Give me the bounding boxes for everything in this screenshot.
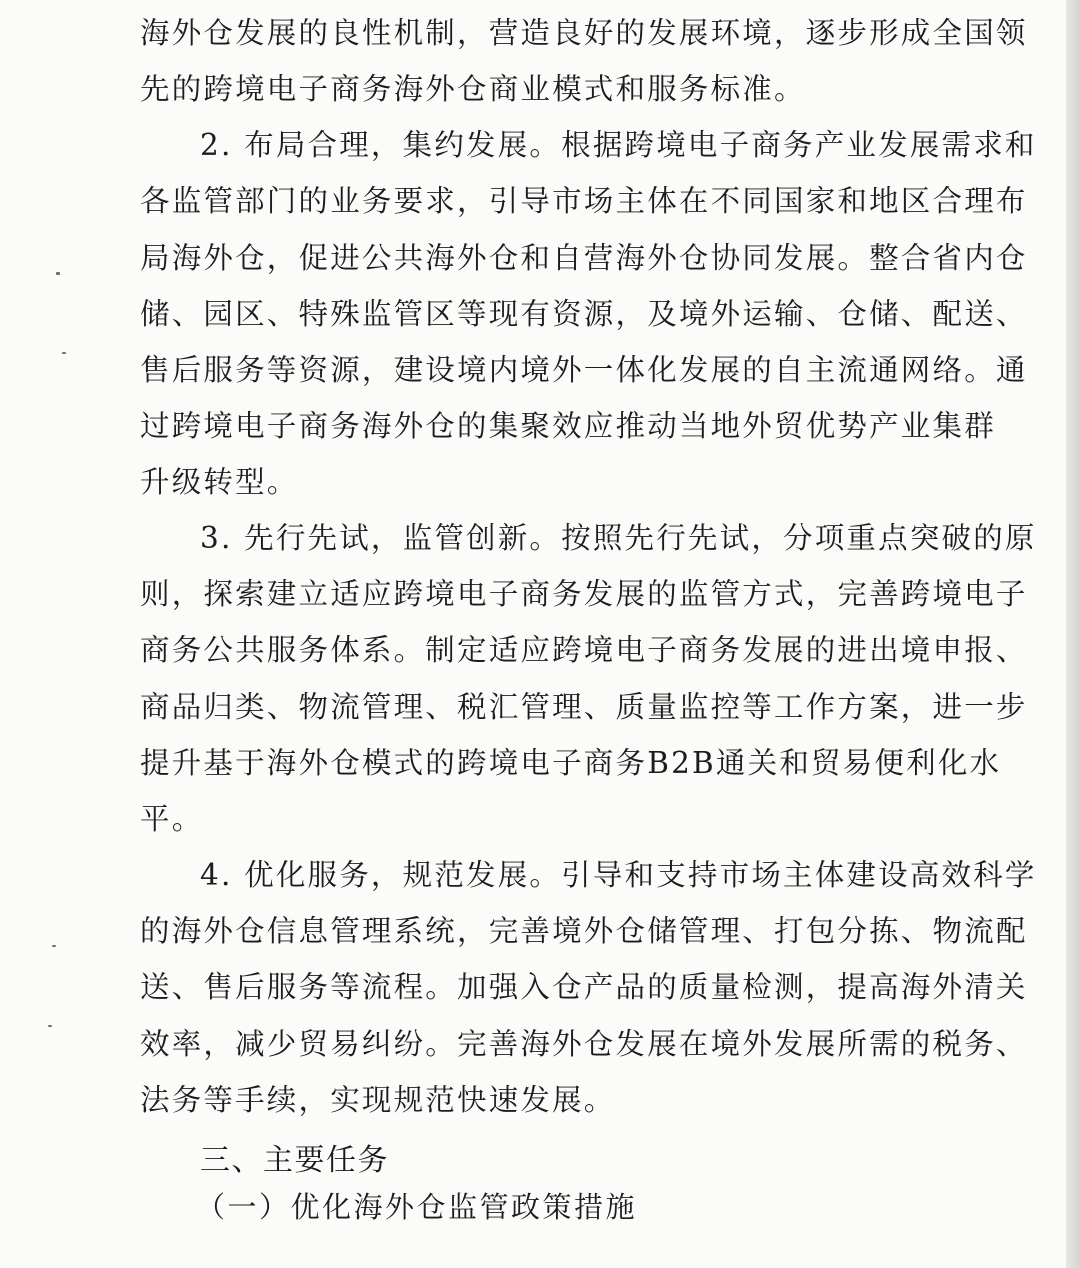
text-line: 商务公共服务体系。制定适应跨境电子商务发展的进出境申报、: [140, 633, 1028, 667]
subsection-heading: （一）优化海外仓监管政策措施: [196, 1190, 638, 1224]
text-line: 提升基于海外仓模式的跨境电子商务B2B通关和贸易便利化水: [140, 746, 1002, 780]
scan-speck: [48, 1025, 52, 1027]
section-heading: 三、主要任务: [200, 1143, 389, 1178]
paragraph-3-line: 3. 先行先试，监管创新。按照先行先试，分项重点突破的原: [200, 521, 1037, 555]
text-line: 过跨境电子商务海外仓的集聚效应推动当地外贸优势产业集群: [140, 409, 996, 443]
text-line: 平。: [140, 802, 204, 836]
text-line: 局海外仓，促进公共海外仓和自营海外仓协同发展。整合省内仓: [140, 241, 1028, 275]
scan-speck: [52, 945, 56, 947]
paragraph-2-line: 2. 布局合理，集约发展。根据跨境电子商务产业发展需求和: [200, 128, 1037, 162]
paragraph-4-line: 4. 优化服务，规范发展。引导和支持市场主体建设高效科学: [200, 858, 1037, 892]
page-edge-shadow: [1066, 0, 1080, 1268]
text-line: 储、园区、特殊监管区等现有资源，及境外运输、仓储、配送、: [140, 297, 1028, 331]
text-line: 升级转型。: [140, 465, 299, 499]
text-line: 的海外仓信息管理系统，完善境外仓储管理、打包分拣、物流配: [140, 914, 1028, 948]
text-line: 售后服务等资源，建设境内境外一体化发展的自主流通网络。通: [140, 353, 1028, 387]
text-line: 商品归类、物流管理、税汇管理、质量监控等工作方案，进一步: [140, 690, 1028, 724]
text-line: 法务等手续，实现规范快速发展。: [140, 1083, 616, 1117]
text-line: 各监管部门的业务要求，引导市场主体在不同国家和地区合理布: [140, 184, 1028, 218]
text-line: 效率，减少贸易纠纷。完善海外仓发展在境外发展所需的税务、: [140, 1027, 1028, 1061]
text-line: 先的跨境电子商务海外仓商业模式和服务标准。: [140, 72, 806, 106]
text-line: 送、售后服务等流程。加强入仓产品的质量检测，提高海外清关: [140, 970, 1028, 1004]
scan-speck: [56, 272, 60, 275]
text-line: 海外仓发展的良性机制，营造良好的发展环境，逐步形成全国领: [140, 16, 1028, 50]
text-line: 则，探索建立适应跨境电子商务发展的监管方式，完善跨境电子: [140, 577, 1028, 611]
scan-speck: [62, 352, 66, 354]
